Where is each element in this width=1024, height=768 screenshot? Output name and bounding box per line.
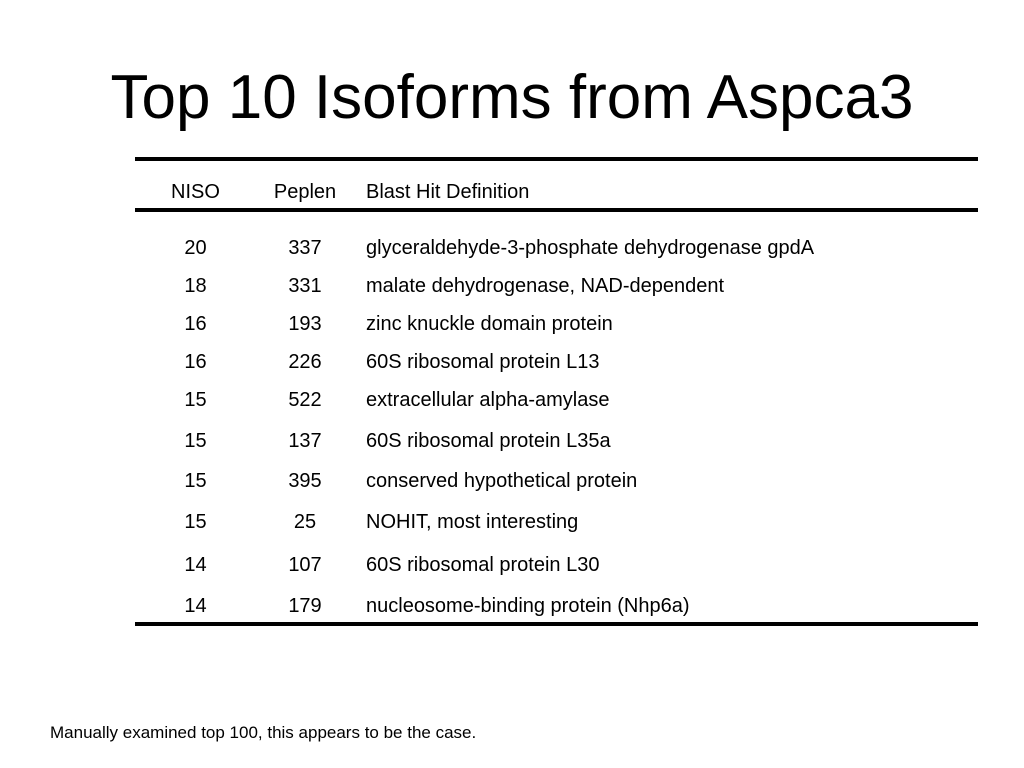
cell-definition: nucleosome-binding protein (Nhp6a) — [366, 595, 690, 617]
cell-peplen: 522 — [288, 389, 322, 411]
cell-definition: glyceraldehyde-3-phosphate dehydrogenase gpdA — [366, 237, 815, 259]
cell-niso: 14 — [184, 554, 207, 576]
table-row — [135, 385, 978, 415]
table-header-rule — [135, 208, 978, 212]
cell-definition: NOHIT, most interesting — [366, 511, 579, 533]
table-row — [135, 309, 978, 339]
header-peplen: Peplen — [273, 181, 337, 203]
header-niso: NISO — [171, 181, 220, 203]
cell-peplen: 137 — [288, 430, 322, 452]
table-row — [135, 466, 978, 496]
table-row — [135, 550, 978, 580]
table-row — [135, 507, 978, 537]
cell-niso: 20 — [184, 237, 207, 259]
table-bottom-rule — [135, 622, 978, 626]
cell-definition: conserved hypothetical protein — [366, 470, 638, 492]
cell-peplen: 395 — [288, 470, 322, 492]
cell-niso: 15 — [184, 511, 207, 533]
table-row — [135, 233, 978, 263]
cell-definition: zinc knuckle domain protein — [366, 313, 613, 335]
cell-definition: 60S ribosomal protein L13 — [366, 351, 600, 373]
table-row — [135, 591, 978, 621]
table-header-row — [135, 177, 978, 207]
cell-peplen: 331 — [288, 275, 322, 297]
slide-title: Top 10 Isoforms from Aspca3 — [110, 63, 914, 132]
table-row — [135, 347, 978, 377]
cell-definition: 60S ribosomal protein L35a — [366, 430, 611, 452]
cell-niso: 15 — [184, 389, 207, 411]
cell-peplen: 179 — [288, 595, 322, 617]
cell-peplen: 337 — [288, 237, 322, 259]
cell-peplen: 107 — [288, 554, 322, 576]
header-definition: Blast Hit Definition — [366, 181, 530, 203]
cell-niso: 18 — [184, 275, 207, 297]
table-top-rule — [135, 157, 978, 161]
cell-niso: 15 — [184, 470, 207, 492]
cell-peplen: 25 — [293, 511, 317, 533]
cell-niso: 15 — [184, 430, 207, 452]
cell-niso: 16 — [184, 351, 207, 373]
cell-peplen: 226 — [288, 351, 322, 373]
cell-definition: malate dehydrogenase, NAD-dependent — [366, 275, 725, 297]
table-row — [135, 271, 978, 301]
cell-definition: 60S ribosomal protein L30 — [366, 554, 600, 576]
cell-definition: extracellular alpha-amylase — [366, 389, 610, 411]
table-row — [135, 426, 978, 456]
cell-niso: 14 — [184, 595, 207, 617]
cell-peplen: 193 — [288, 313, 322, 335]
cell-niso: 16 — [184, 313, 207, 335]
footnote: Manually examined top 100, this appears to be the case. — [50, 723, 477, 742]
